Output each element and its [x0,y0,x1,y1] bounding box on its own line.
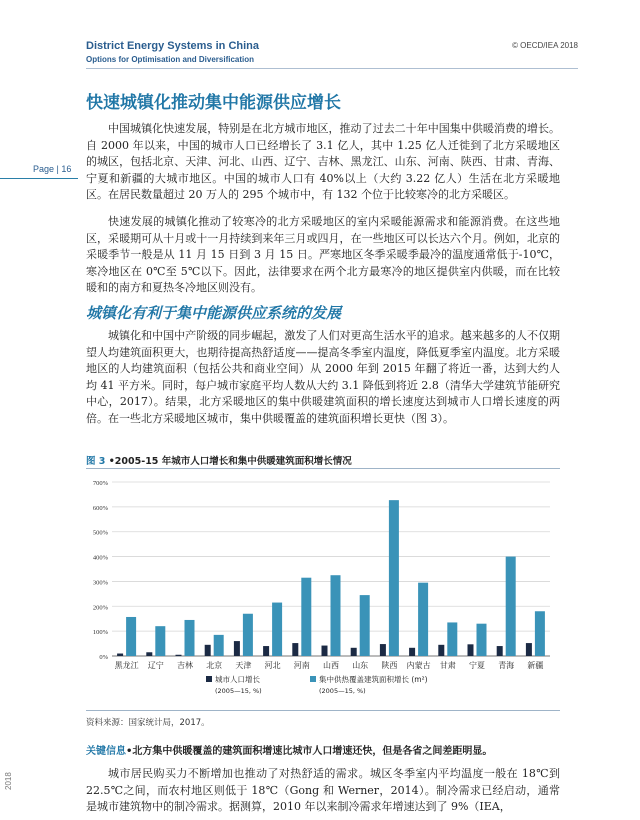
bar-population-7 [322,646,328,656]
x-tick-label: 山东 [352,661,369,670]
x-tick-label: 吉林 [177,661,193,670]
bar-population-5 [263,646,269,656]
bar-heated-area-4 [243,614,253,656]
figure-source: 资料来源：国家统计局，2017。 [86,718,210,728]
y-tick-label: 300% [92,579,108,587]
key-message-label: 关键信息 [86,746,126,757]
report-title: District Energy Systems in China [86,40,259,52]
body-paragraph: 中国城镇化快速发展，特别是在北方城市地区，推动了过去二十年中国集中供暖消费的增长。自 2000 年以来，中国的城市人口已经增长了 3.1 亿人，其中 1.25 亿人迁徙到了北方采暖地区的城区，包括北京、天津、河北、山西、辽宁、吉林、黑龙江、山东、河南、陕西、甘肃、青海、宁夏和新疆的大城市地区。中国的城市人口有 40%以上（大约 3.22 亿人）生活在北方采暖地区。在居民数量超过 20 万人的 295 个城市中，有 132 个位于比较寒冷的北方采暖区。 [86,122,560,201]
bar-heated-area-12 [477,624,487,656]
bar-heated-area-10 [418,583,428,656]
x-tick-label: 河南 [293,661,310,670]
bar-heated-area-9 [389,500,399,656]
bar-population-14 [526,643,532,656]
key-message [86,742,492,757]
x-tick-label: 辽宁 [147,661,164,670]
report-subtitle: Options for Optimisation and Diversification [86,55,255,64]
legend-swatch-heated-area [310,676,316,682]
bar-population-6 [292,643,298,656]
figure-top-rule [86,468,560,469]
bar-heated-area-5 [272,603,282,656]
figure-caption [86,453,352,467]
x-tick-label: 北京 [206,661,223,670]
page-number: Page | 16 [33,164,72,174]
y-tick-label: 200% [92,604,108,612]
key-message-text: •北方集中供暖覆盖的建筑面积增速比城市人口增速还快，但是各省之间差距明显。 [126,746,493,757]
bar-heated-area-7 [331,575,341,656]
figure-bottom-rule [86,710,560,711]
body-paragraph: 城市居民购买力不断增加也推动了对热舒适的需求。城区冬季室内平均温度一般在 18℃到 22.5℃之间，而农村地区则低于 18℃（Gong 和 Werner，2014）。制冷需求已经启动，通常是城市建筑物中的制冷需求。据测算，2010 年以来制冷需求年增速达到了 9%（IEA， [86,767,560,813]
y-tick-label: 700% [92,480,108,487]
y-tick-label: 400% [92,554,108,562]
bar-heated-area-8 [360,595,370,656]
x-tick-label: 宁夏 [469,661,485,670]
bar-heated-area-11 [447,622,457,656]
figure-number: 图 3 [86,456,106,467]
bar-heated-area-6 [301,578,311,656]
side-year: 2018 [4,772,13,790]
bar-population-0 [117,654,123,656]
x-tick-label: 青海 [498,661,515,670]
legend-sublabel-heated-area: (2005—15, %) [319,687,366,695]
bar-population-3 [205,645,211,656]
section-heading-urbanization: 快速城镇化推动集中能源供应增长 [86,93,341,113]
bar-population-4 [234,641,240,656]
section-heading-des-development: 城镇化有利于集中能源供应系统的发展 [86,304,342,322]
bar-heated-area-1 [155,626,165,656]
bar-heated-area-14 [535,611,545,656]
bar-heated-area-0 [126,617,136,656]
x-tick-label: 陕西 [381,661,398,670]
y-tick-label: 600% [92,504,108,512]
x-tick-label: 新疆 [527,661,544,670]
bar-chart [86,472,560,708]
y-tick-label: 500% [92,529,108,537]
x-tick-label: 河北 [264,661,281,670]
x-tick-label: 内蒙古 [406,661,431,670]
bar-population-13 [497,646,503,656]
bar-population-2 [176,655,182,656]
y-tick-label: 0% [99,654,108,661]
bar-population-8 [351,648,357,656]
bar-population-9 [380,644,386,656]
legend-sublabel-population: (2005—15, %) [215,687,262,695]
legend-label-heated-area: 集中供热覆盖建筑面积增长 (m²) [319,675,428,684]
body-paragraph: 快速发展的城镇化推动了较寒冷的北方采暖地区的室内采暖能源需求和能源消费。在这些地区，采暖期可从十月或十一月持续到来年三月或四月，在一些地区可以长达六个月。例如，北京的采暖季节一般是从 11 月 15 日到 3 月 15 日。严寒地区冬季采暖季最冷的温度通常低于-10℃，寒冷地区在 0℃至 5℃以下。因此，法律要求在两个北方最寒冷的地区提供室内供暖，而在比较暖和的南方和夏热冬冷地区则没有。 [86,215,560,294]
y-tick-label: 100% [92,629,108,637]
copyright-notice: © OECD/IEA 2018 [512,41,578,50]
figure-title: •2005-15 年城市人口增长和集中供暖建筑面积增长情况 [108,456,352,467]
bar-population-11 [438,645,444,656]
legend-label-population: 城市人口增长 [215,675,260,684]
x-tick-label: 山西 [323,661,339,670]
header-divider [86,68,578,69]
x-tick-label: 甘肃 [439,661,456,670]
legend-swatch-population [206,676,212,682]
body-paragraph: 城镇化和中国中产阶级的同步崛起，激发了人们对更高生活水平的追求。越来越多的人不仅期望人均建筑面积更大，也期待提高热舒适度——提高冬季室内温度，降低夏季室内温度。北方采暖地区的人均建筑面积（包括公共和商业空间）从 2000 年到 2015 年翻了将近一番，达到大约人均 41 平方米。同时，每户城市家庭平均人数从大约 3.1 降低到将近 2.8（清华大学建筑节能研究中心，2017）。结果，北方采暖地区的集中供暖建筑面积的增长速度达到城市人口增长速度的两倍。在一些北方采暖地区城市，集中供暖覆盖的建筑面积增长更快（图 3）。 [86,329,560,425]
bar-population-10 [409,648,415,656]
x-tick-label: 黑龙江 [114,661,139,670]
bar-population-12 [468,644,474,656]
x-tick-label: 天津 [235,661,252,670]
bar-heated-area-3 [214,635,224,656]
bar-heated-area-13 [506,557,516,656]
bar-heated-area-2 [185,620,195,656]
bar-population-1 [146,652,152,656]
